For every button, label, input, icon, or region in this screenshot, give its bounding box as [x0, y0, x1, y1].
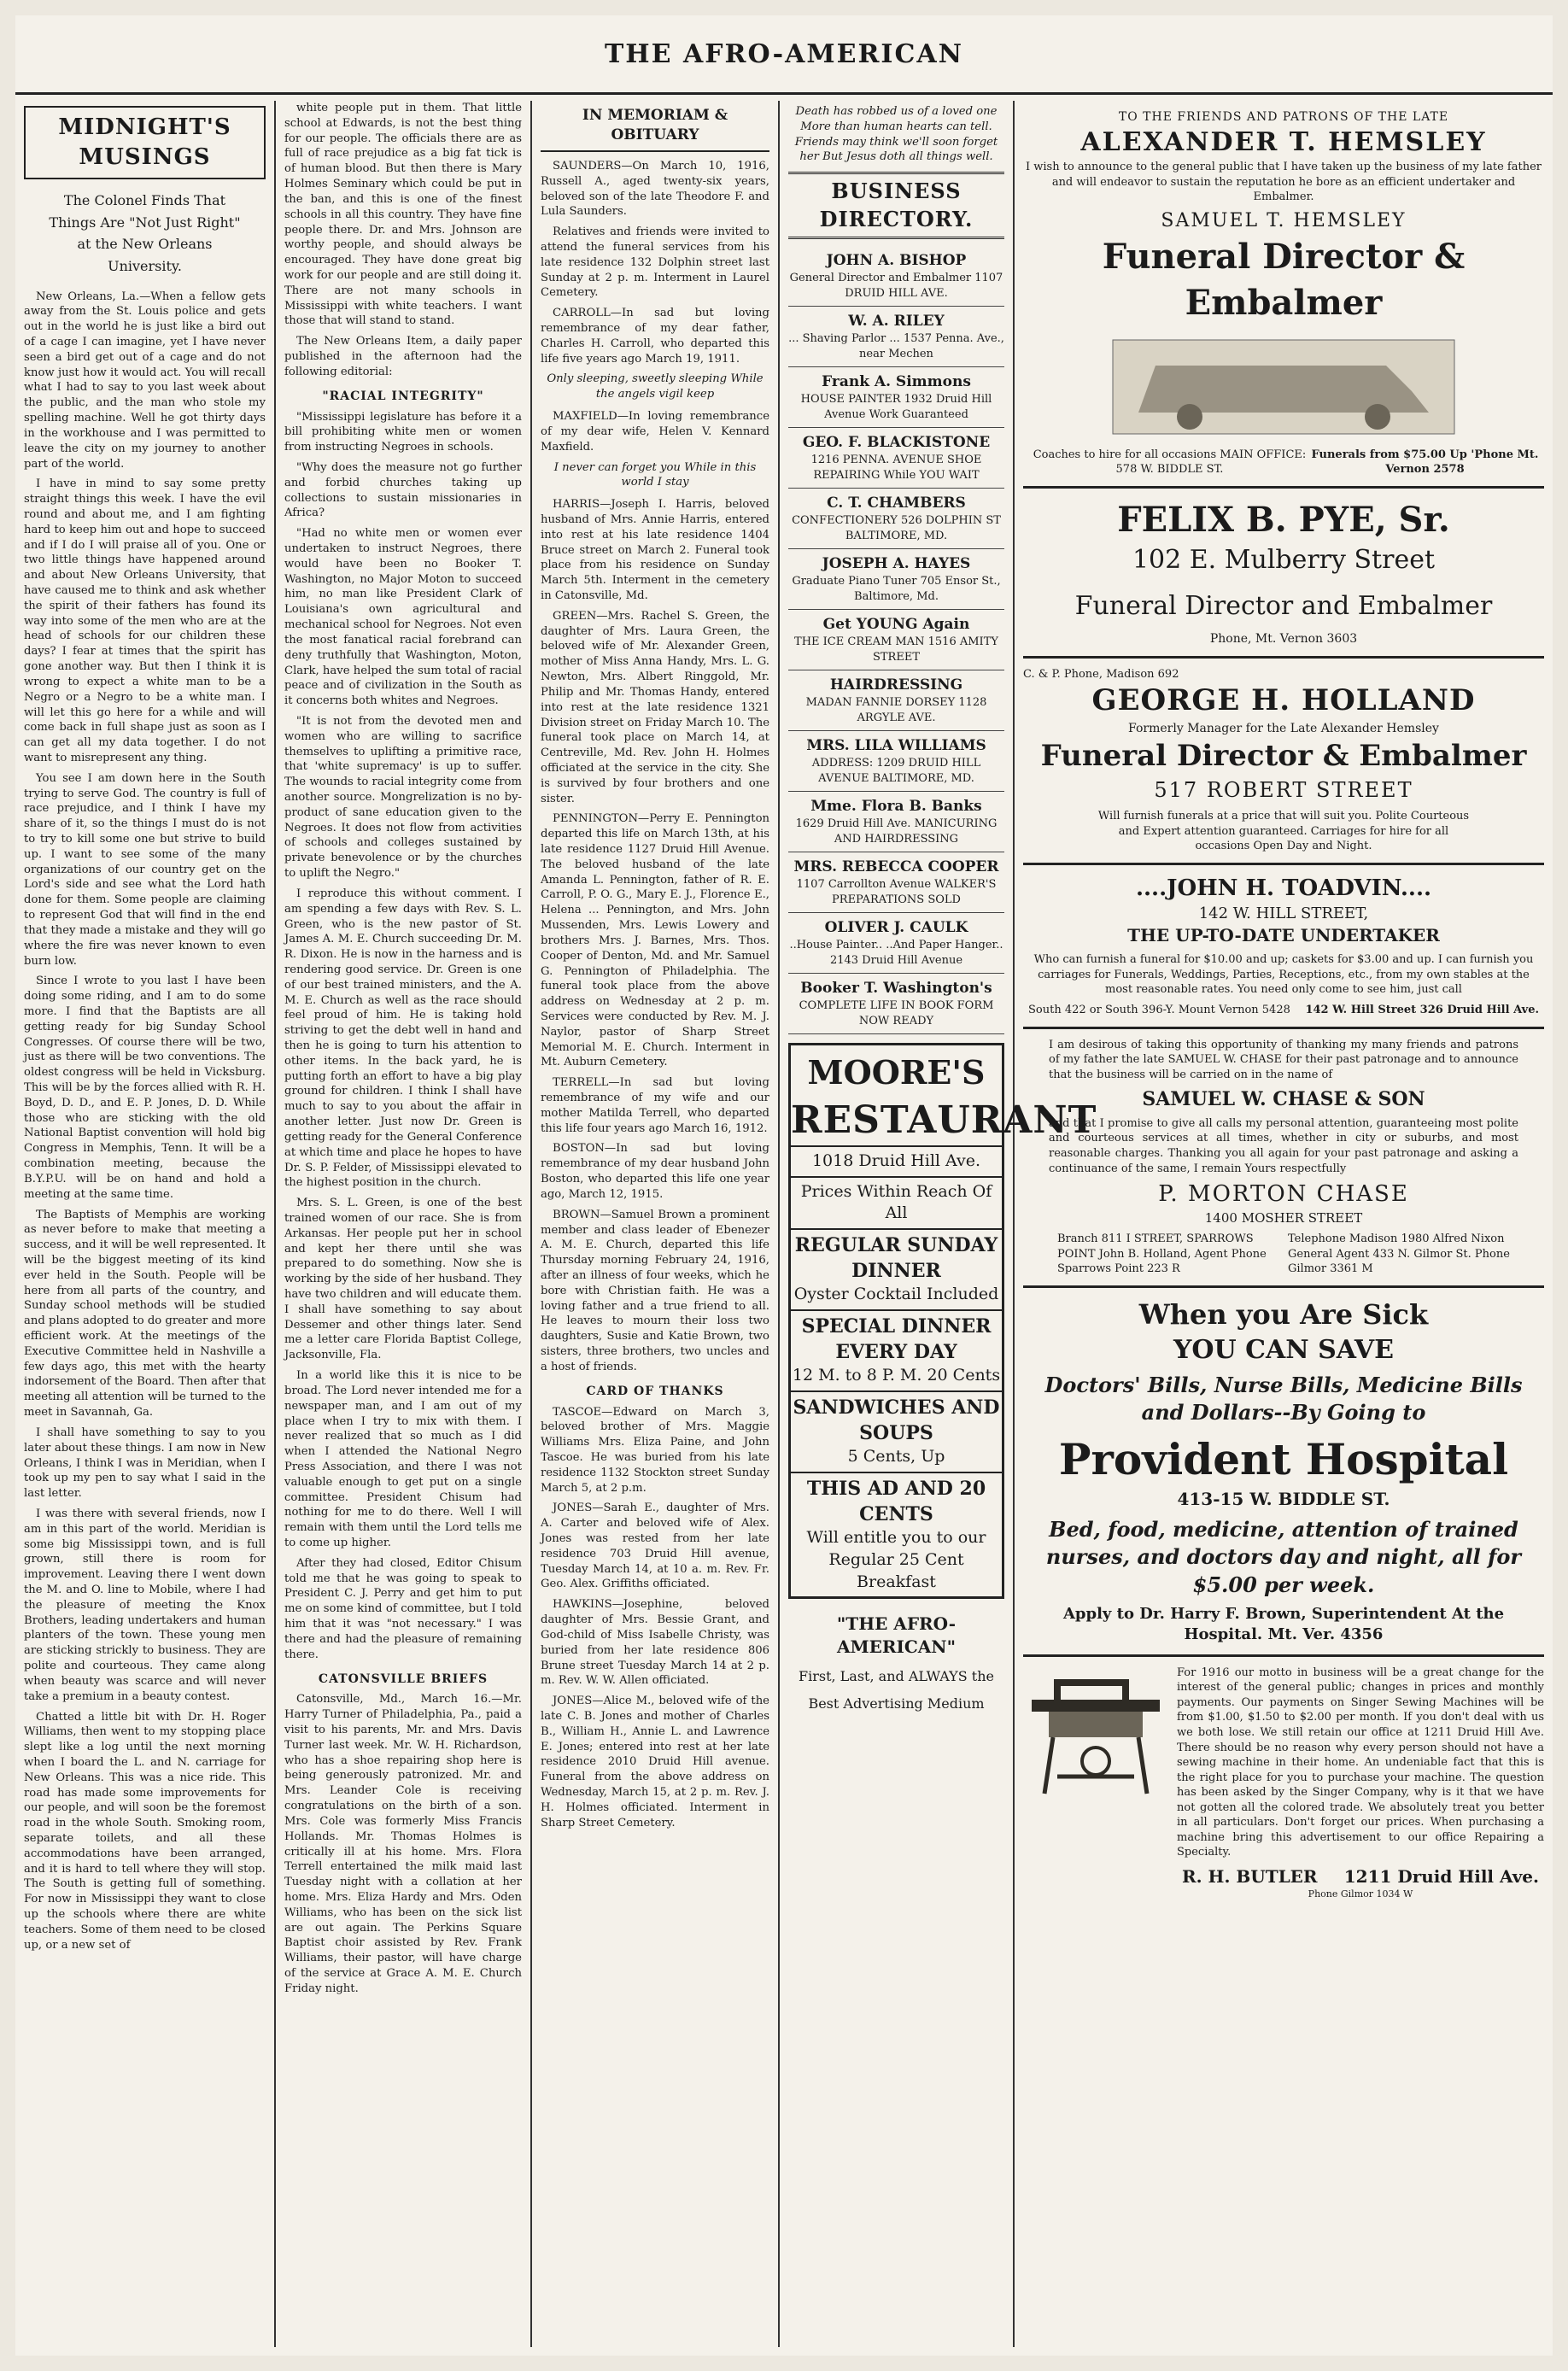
provident-ad: [1023, 1288, 1544, 1657]
hemsley-right: Funerals from $75.00 Up 'Phone Mt. Vernon 2578: [1311, 448, 1539, 477]
provident-text: Bed, food, medicine, attention of trained nurses, and doctors day and night, all for $5.00 per week.: [1045, 1517, 1522, 1597]
biz-listing: [788, 428, 1004, 489]
obituary-item: BROWN—Samuel Brown a prominent member and class leader of Ebenezer A. M. E. Church, departed this life Thursday morning February 24, 1916, after an illness of four weeks, which he bore with Christian faith. He was a loving father and a true friend to all. He leaves to mourn their loss two daughters, Susie and Katie Brown, two sisters, three brothers, two uncles and a host of friends.: [541, 1208, 769, 1373]
holland-name: GEORGE H. HOLLAND: [1091, 683, 1476, 718]
pye-name: FELIX B. PYE, Sr.: [1117, 499, 1450, 540]
moores-sandwiches: SANDWICHES AND SOUPS: [793, 1396, 1000, 1444]
biz-name: JOSEPH A. HAYES: [822, 555, 971, 573]
article-paragraph: In a world like this it is nice to be broad. The Lord never intended me for a newspaper man, and I am out of my place when I try to mix with them. I never realized that so much as I did when I attended the National Negro Press Association, and there I was not valuable enough to get put on a single committee. President Chisum had nothing for me to do there. Well I will remain with them until the Lord tells me to come up higher.: [284, 1369, 522, 1550]
article-paragraph: The New Orleans Item, a daily paper published in the afternoon had the following editorial:: [284, 335, 522, 378]
article-title: MIDNIGHT'S MUSINGS: [24, 106, 266, 179]
moores-restaurant-ad: [788, 1043, 1097, 1599]
chase-right: Telephone Madison 1980 Alfred Nixon General Agent 433 N. Gilmor St. Phone Gilmor 3361 M: [1288, 1232, 1510, 1276]
article-paragraph: The Baptists of Memphis are working as never before to make that meeting a success, and it will be well represented. It will be the biggest meeting of its kind ever held in the South. People will be here from all parts of the country, and Sunday school methods will be studied and plans adopted to do greater and more efficient work. At the meetings of the Executive Committee held in Nashville a few days ago, this met with the hearty indorsement of the Board. Then after that meeting all attention will be turned to the meet in Savannah, Ga.: [24, 1208, 266, 1420]
article-paragraph: I have in mind to say some pretty straight things this week. I have the evil round and about me, and I am fighting hard to keep him out and hope to succeed and if I do I will praise all of you. One or two little things have happened around and about New Orleans University, that have caused me to think and ask whether the spirit of their fathers has found its way into some of the men who are at the head of schools for our children these days? I fear at times that the spirit has gone another way. But then I think it is wrong to expect a white man to be a Negro or a Negro to be a white man. I will let this go here for a while and will come back in full shape just as soon as I can get all my data together. I do not want to misrepresent any thing.: [24, 477, 266, 764]
toadvin-name: ....JOHN H. TOADVIN....: [1135, 875, 1432, 901]
poem: Death has robbed us of a loved one More than human hearts can tell. Friends may think we'll soon forget her But Jesus doth all things well.: [794, 105, 998, 164]
biz-listing: [788, 246, 1004, 307]
biz-listing: [788, 307, 1004, 367]
toadvin-right: 142 W. Hill Street 326 Druid Hill Ave.: [1305, 1003, 1539, 1016]
moores-sunday-detail: Oyster Cocktail Included: [793, 1285, 999, 1304]
biz-listing: [788, 367, 1004, 428]
holland-address: 517 ROBERT STREET: [1154, 777, 1413, 802]
biz-name: GEO. F. BLACKISTONE: [802, 434, 991, 452]
article-paragraph: I shall have something to say to you later about these things. I am now in New Orleans, I think I was in Meridian, when I took up my pen to say what I said in the last letter.: [24, 1426, 266, 1501]
obituary-item: GREEN—Mrs. Rachel S. Green, the daughter of Mrs. Laura Green, the beloved wife of Mr. Alexander Green, mother of Miss Anna Handy, Mrs. L. G. Newton, Mrs. Albert Ringgold, Mr. Philip and Mr. Thomas Handy, entered into rest at the late residence 1321 Division street on Friday March 10. The funeral took place on March 14, at Centreville, Md. Rev. John H. Holmes officiated at the service in the city. She is survived by four brothers and one sister.: [541, 609, 769, 805]
pye-address: 102 E. Mulberry Street: [1132, 544, 1436, 575]
provident-line1: When you Are Sick: [1138, 1298, 1429, 1332]
biz-detail: ..House Painter.. ..And Paper Hanger.. 2143 Druid Hill Avenue: [789, 939, 1003, 967]
column-midnight-musings: [15, 101, 276, 2347]
biz-detail: 1216 PENNA. AVENUE SHOE REPAIRING While YOU WAIT: [810, 454, 982, 482]
article-paragraph: "Mississippi legislature has before it a bill prohibiting white men or women from instructing Negroes in schools.: [284, 410, 522, 454]
provident-line2: YOU CAN SAVE: [1173, 1335, 1395, 1366]
pye-title: Funeral Director and Embalmer: [1074, 591, 1493, 622]
biz-name: OLIVER J. CAULK: [824, 919, 968, 937]
biz-listing: [788, 670, 1004, 731]
obituary-item: Relatives and friends were invited to attend the funeral services from his late residence 132 Dolphin street last Sunday at 2 p. m. Interment in Laurel Cemetery.: [541, 225, 769, 300]
biz-detail: General Director and Embalmer 1107 DRUID HILL AVE.: [789, 271, 1003, 300]
chase-text: I am desirous of taking this opportunity of thanking my many friends and patrons of my father the late SAMUEL W. CHASE for their past patronage and to announce that the business will be carried on in the name of: [1049, 1038, 1518, 1081]
biz-detail: COMPLETE LIFE IN BOOK FORM NOW READY: [799, 999, 994, 1027]
moores-special-detail: 12 M. to 8 P. M. 20 Cents: [792, 1366, 1001, 1385]
moores-title: MOORE'S: [807, 1053, 986, 1092]
obituary-item: CARROLL—In sad but loving remembrance of my dear father, Charles H. Carroll, who departed this life five years ago March 19, 1911.: [541, 307, 769, 366]
article-paragraph: You see I am down here in the South trying to serve God. The country is full of race prejudice, and I think I have my share of it, so the things I must do is not to try to kill some one but strive to build up. I want to see some of the many organizations of our country get on the Lord's side and see what the Lord hath done for them. Some people are claiming to represent God that will find in the end that they made a mistake and they will go where the fire was never known to even burn low.: [24, 771, 266, 968]
chase-ad: [1023, 1029, 1544, 1289]
obituary-item: JONES—Sarah E., daughter of Mrs. A. Carter and beloved wife of Alex. Jones was rested from her late residence 703 Druid Hill avenue, Tuesday March 14, at 10 a. m. Rev. Fr. Geo. Alex. Griffiths officiated.: [541, 1502, 769, 1591]
biz-detail: MADAN FANNIE DORSEY 1128 ARGYLE AVE.: [805, 696, 987, 724]
biz-listing: [788, 489, 1004, 549]
biz-name: HAIRDRESSING: [829, 676, 963, 694]
biz-name: JOHN A. BISHOP: [826, 252, 967, 270]
biz-detail: Graduate Piano Tuner 705 Ensor St., Baltimore, Md.: [792, 575, 1001, 603]
provident-apply: Apply to Dr. Harry F. Brown, Superintendent At the Hospital. Mt. Ver. 4356: [1062, 1605, 1505, 1644]
poem: Only sleeping, sweetly sleeping While the angels vigil keep: [547, 372, 764, 401]
editorial-title: "RACIAL INTEGRITY": [322, 389, 484, 403]
provident-address: 413-15 W. BIDDLE ST.: [1177, 1489, 1390, 1509]
biz-listing: [788, 913, 1004, 974]
hemsley-text: I wish to announce to the general public that I have taken up the business of my late father and will endeavor to sustain the reputation he bore as an efficient undertaker and Embalmer.: [1026, 161, 1542, 204]
butler-name: R. H. BUTLER: [1182, 1865, 1318, 1887]
toadvin-ad: [1023, 865, 1544, 1029]
masthead-title: THE AFRO-AMERICAN: [604, 38, 964, 69]
article-paragraph: Since I wrote to you last I have been doing some riding, and I am to do some more. I find that the Baptists are all getting ready for big Sunday School Congresses. Of course there will be two, just as there will be two conventions. The oldest congress will be held in Vicksburg. This will be by the forces allied with R. H. Boyd, D. D., and E. P. Jones, D. D. While those who are sticking with the old National Baptist convention will hold big Congress in Memphis, Tenn. It will be a combination meeting, because the B.Y.P.U. will be on hand and hold a meeting at the same time.: [24, 975, 266, 1201]
chase-address: 1400 MOSHER STREET: [1204, 1210, 1363, 1226]
biz-name: Booker T. Washington's: [800, 980, 992, 998]
obituary-item: MAXFIELD—In loving remembrance of my dear wife, Helen V. Kennard Maxfield.: [541, 410, 769, 454]
sewing-machine-icon: [1023, 1666, 1168, 1802]
afro-footer-title: "THE AFRO-AMERICAN": [836, 1613, 957, 1658]
butler-ad: [1023, 1657, 1544, 1910]
column-continued: [276, 101, 532, 2347]
article-paragraph: Mrs. S. L. Green, is one of the best trained women of our race. She is from Arkansas. Her people put her in school and kept her there until she was prepared to do something. Now she is working by the side of her husband. They have two children and will educate them. I shall have something to say about Dessemer and other things later. Send me a letter care Florida Baptist College, Jacksonville, Fla.: [284, 1197, 522, 1362]
catonsville-title: CATONSVILLE BRIEFS: [318, 1671, 489, 1686]
moores-coupon: THIS AD AND 20 CENTS: [806, 1478, 986, 1525]
biz-name: W. A. RILEY: [848, 313, 945, 331]
toadvin-address: 142 W. HILL STREET,: [1198, 904, 1369, 923]
moores-address: 1018 Druid Hill Ave.: [791, 1145, 1002, 1176]
toadvin-text: Who can furnish a funeral for $10.00 and up; caskets for $3.00 and up. I can furnish you carriages for Funerals, Weddings, Parties, Receptions, etc., from my own stables at the most reasonable rates. You need only come to see him, just call: [1033, 953, 1534, 997]
article-paragraph: "Had no white men or women ever undertaken to instruct Negroes, there would have been no Booker T. Washington, no Major Moton to succeed him, no man like President Clark of Louisiana's own agricultural and mechanical school for Negroes. Not even the most fanatical racial forebrand can deny truthfully that Washington, Moton, Clark, have helped the sum total of racial peace and of civilization in the South as it concerns both whites and Negroes.: [284, 527, 522, 708]
biz-detail: ... Shaving Parlor ... 1537 Penna. Ave., near Mechen: [788, 332, 1004, 360]
biz-listing: [788, 610, 1004, 670]
obituary-item: HAWKINS—Josephine, beloved daughter of Mrs. Bessie Grant, and God-child of Miss Isabelle Christy, was buried from her late residence 806 Brune street Tuesday March 14 at 2 p. m. Rev. W. W. Allen officiated.: [541, 1598, 769, 1688]
biz-name: MRS. LILA WILLIAMS: [806, 737, 986, 755]
hemsley-left: Coaches to hire for all occasions MAIN OFFICE: 578 W. BIDDLE ST.: [1033, 448, 1307, 477]
chase-left: Branch 811 I STREET, SPARROWS POINT John B. Holland, Agent Phone Sparrows Point 223 R: [1057, 1232, 1267, 1276]
biz-listing: [788, 792, 1004, 852]
butler-address: 1211 Druid Hill Ave.: [1343, 1865, 1539, 1887]
chase-signature: P. MORTON CHASE: [1158, 1181, 1409, 1208]
hemsley-name: ALEXANDER T. HEMSLEY: [1080, 126, 1487, 157]
article-paragraph: Chatted a little bit with Dr. H. Roger Williams, then went to my stopping place slept like a log until the next morning when I board the L. and N. carriage for New Orleans. This was a nice ride. This road has made some improvements for our people, and will soon be the foremost road in the whole South. Smoking room, separate toilets, and all these accommodations have been arranged, and it is hard to tell where they will stop. The South is getting full of something. For now in Mississippi they want to close up the schools where there are white teachers. Some of them need to be closed up, or a new set of: [24, 1710, 266, 1952]
biz-detail: 1629 Druid Hill Ave. MANICURING AND HAIRDRESSING: [795, 817, 998, 846]
biz-listing: [788, 549, 1004, 610]
biz-detail: HOUSE PAINTER 1932 Druid Hill Avenue Work Guaranteed: [800, 393, 992, 421]
provident-line3: Doctors' Bills, Nurse Bills, Medicine Bills and Dollars--By Going to: [1044, 1372, 1523, 1426]
column-ads: [1015, 101, 1553, 2347]
article-paragraph: "Why does the measure not go further and forbid churches taking up collections to sustain missionaries in Africa?: [284, 460, 522, 520]
pye-ad: [1023, 489, 1544, 659]
article-paragraph: white people put in them. That little school at Edwards, is not the best thing for our people. The officials there are as full of race prejudice as a big fat tick is of human blood. But then there is Mary Holmes Seminary which could be put in the ban, and this is one of the finest schools in all this country. They have fine people there. Dr. and Mrs. Johnson are worthy people, and should always be encouraged. They have done great big work for our people and are still doing it. There are not many schools in Mississippi with white teachers. I want those that will stand to stand.: [284, 102, 522, 328]
biz-detail: CONFECTIONERY 526 DOLPHIN ST BALTIMORE, MD.: [792, 514, 1001, 542]
moores-coupon-detail: Will entitle you to our Regular 25 Cent Breakfast: [806, 1528, 986, 1591]
column-obituaries: [532, 101, 780, 2347]
holland-ad: [1023, 659, 1544, 865]
holland-text: Will furnish funerals at a price that will suit you. Polite Courteous and Expert attention guaranteed. Carriages for hire for all occasions Open Day and Night.: [1097, 810, 1470, 853]
article-paragraph: I reproduce this without comment. I am spending a few days with Rev. S. L. Green, who is the new pastor of St. James A. M. E. Church succeeding Dr. M. R. Dixon. He is now in the harness and is rendering good service. Dr. Green is one of our best trained ministers, and the A. M. E. Church as well as the race should feel proud of him. He is taking hold striving to get the debt well in hand and then he is going to turn his attention to other items. In the back yard, he is putting forth an effort to have a big play ground for children. I think I shall have much to say to you about the affair in another letter. Just now Dr. Green is getting ready for the General Conference at which time and place he hopes to have Dr. S. P. Felder, of Mississippi elevated to the highest position in the church.: [284, 887, 522, 1190]
article-paragraph: After they had closed, Editor Chisum told me that he was going to speak to President C. J. Perry and get him to put me on some kind of committee, but I told him that it was "not necessary." I was there and had the pleasure of remaining there.: [284, 1556, 522, 1661]
obituary-item: TASCOE—Edward on March 3, beloved brother of Mrs. Maggie Williams Mrs. Eliza Paine, and John Tascoe. He was buried from his late residence 1132 Stockton street Sunday March 5, at 2 p.m.: [541, 1405, 769, 1495]
biz-listing: [788, 731, 1004, 792]
biz-listing: [788, 852, 1004, 913]
card-of-thanks: CARD OF THANKS: [586, 1384, 724, 1398]
hemsley-signature: SAMUEL T. HEMSLEY: [1161, 210, 1407, 232]
biz-detail: ADDRESS: 1209 DRUID HILL AVENUE BALTIMORE, MD.: [811, 757, 981, 785]
obituary-item: HARRIS—Joseph I. Harris, beloved husband of Mrs. Annie Harris, entered into rest at his late residence 1404 Bruce street on March 2. Funeral took place from his residence on Sunday March 5th. Interment in the cemetery in Catonsville, Md.: [541, 498, 769, 602]
article-paragraph: "It is not from the devoted men and women who are willing to sacrifice themselves to uplifting a primitive race, that 'white supremacy' is up to suffer. The wounds to racial integrity come from another source. Mongrelization is no by-product of sane education given to the Negroes. It does not flow from activities of schools and colleges sustained by private benevolence or by the churches to uplift the Negro.": [284, 714, 522, 881]
obituary-item: BOSTON—In sad but loving remembrance of my dear husband John Boston, who departed this life one year ago, March 12, 1915.: [541, 1142, 769, 1201]
biz-listing: [788, 974, 1004, 1034]
biz-name: Frank A. Simmons: [822, 373, 971, 391]
biz-name: MRS. REBECCA COOPER: [793, 858, 999, 876]
moores-sandwiches-detail: 5 Cents, Up: [847, 1447, 945, 1467]
provident-name: Provident Hospital: [1058, 1433, 1509, 1484]
moores-special: SPECIAL DINNER EVERY DAY: [801, 1315, 992, 1363]
moores-subtitle: RESTAURANT: [791, 1098, 1097, 1142]
afro-footer-line2: Best Advertising Medium: [808, 1695, 985, 1712]
obituary-item: JONES—Alice M., beloved wife of the late C. B. Jones and mother of Charles B., William H., Annie L. and Lawrence E. Jones; entered into rest at her late residence 2010 Druid Hill avenue. Funeral from the above address on Wednesday, March 15, at 2 p. m. Rev. J. H. Holmes officiated. Interment in Sharp Street Cemetery.: [541, 1695, 769, 1829]
article-subhead: The Colonel Finds That Things Are "Not Just Right" at the New Orleans University.: [49, 192, 241, 274]
directory-title: BUSINESS DIRECTORY.: [788, 172, 1004, 239]
article-paragraph: New Orleans, La.—When a fellow gets away from the St. Louis police and gets out in the world he is just like a bird out of a cage I can imagine, yet I have never seen a bird get out of a cage and do not know just how it would act. You will recall what I had to say to you last week about the public, and the man who stole my spelling machine. Well he got thirty days in the workhouse and I was permitted to leave the city on my journey to another part of the world.: [24, 290, 266, 471]
biz-detail: 1107 Carrollton Avenue WALKER'S PREPARATIONS SOLD: [796, 878, 997, 906]
moores-prices: Prices Within Reach Of All: [791, 1176, 1002, 1228]
afro-footer-line: First, Last, and ALWAYS the: [799, 1668, 994, 1685]
hemsley-header: TO THE FRIENDS AND PATRONS OF THE LATE: [1118, 110, 1449, 124]
newspaper-page: [15, 15, 1553, 2356]
masthead: [15, 15, 1553, 95]
chase-name: SAMUEL W. CHASE & SON: [1142, 1088, 1425, 1111]
biz-name: Mme. Flora B. Banks: [810, 798, 982, 816]
poem: I never can forget you While in this world I stay: [553, 460, 757, 489]
hearse-carriage-icon: [1104, 331, 1463, 442]
column-business-directory: [780, 101, 1097, 2347]
toadvin-title: THE UP-TO-DATE UNDERTAKER: [1127, 925, 1440, 946]
toadvin-left: South 422 or South 396-Y. Mount Vernon 5428: [1028, 1003, 1290, 1016]
hemsley-ad: [1023, 101, 1544, 489]
moores-sunday: REGULAR SUNDAY DINNER: [794, 1234, 998, 1282]
chase-text2: and that I promise to give all calls my personal attention, guaranteeing most polite and courteous services at all times, whether in city or suburbs, and most reasonable charges. Thanking you all again for your past patronage and asking a continuance of the same, I remain Yours respectfully: [1049, 1116, 1518, 1175]
biz-name: Get YOUNG Again: [822, 616, 970, 634]
butler-text: For 1916 our motto in business will be a great change for the interest of the general public; changes in prices and monthly payments. Our payments on Singer Sewing Machines will be from $1.00, $1.50 to $2.00 per month. If you don't deal with us we both lose. We still retain our office at 1211 Druid Hill Ave. There should be no reason why every person should not have a sewing machine in their home. An undeniable fact that this is the right place for you to purchase your machine. The question has been asked by the Singer Company, why is it that we have not gotten all the colored trade. We absolutely treat you better in all particulars. Don't forget our prices. When purchasing a machine bring this advertisement to our office Repairing a Specialty.: [1177, 1666, 1544, 1859]
holland-phone: C. & P. Phone, Madison 692: [1023, 667, 1179, 681]
obituary-item: SAUNDERS—On March 10, 1916, Russell A., aged twenty-six years, beloved son of the late Theodore F. and Lula Saunders.: [541, 159, 769, 219]
obituary-title: IN MEMORIAM & OBITUARY: [541, 101, 769, 152]
holland-title: Funeral Director & Embalmer: [1040, 739, 1527, 774]
biz-name: C. T. CHAMBERS: [827, 495, 966, 512]
article-paragraph: Catonsville, Md., March 16.—Mr. Harry Turner of Philadelphia, Pa., paid a visit to his parents, Mr. and Mrs. Davis Turner last week. Mr. W. H. Richardson, who has a shoe repairing shop here is being generously patronized. Mr. and Mrs. Leander Cole is receiving congratulations on the birth of a son. Mrs. Cole was formerly Miss Francis Hollands. Mr. Thomas Holmes is critically ill at his home. Mrs. Flora Terrell entertained the milk maid last Tuesday night with a collation at her home. Mrs. Eliza Hardy and Mrs. Oden Williams, who has been on the sick list are out again. The Perkins Square Baptist choir assisted by Rev. Frank Williams, their pastor, will have charge of the service at Grace A. M. E. Church Friday night.: [284, 1693, 522, 1995]
obituary-item: TERRELL—In sad but loving remembrance of my wife and our mother Matilda Terrell, who departed this life four years ago March 16, 1912.: [541, 1076, 769, 1135]
hemsley-title: Funeral Director & Embalmer: [1102, 236, 1466, 323]
butler-phone: Phone Gilmor 1034 W: [1308, 1888, 1413, 1900]
biz-detail: THE ICE CREAM MAN 1516 AMITY STREET: [794, 635, 998, 664]
holland-subtitle: Formerly Manager for the Late Alexander Hemsley: [1128, 722, 1439, 736]
pye-phone: Phone, Mt. Vernon 3603: [1209, 631, 1358, 646]
article-paragraph: I was there with several friends, now I am in this part of the world. Meridian is some big Mississippi town, and is full grown, still there is room for improvement. Leaving there I went down the M. and O. line to Mobile, where I had the pleasure of meeting the Knox Brothers, leading undertakers and human planters of the town. These young men are sticking strickly to business. They are polite and courteous. They came along when beauty was scarce and will never take a premium in a beauty contest.: [24, 1507, 266, 1703]
obituary-item: PENNINGTON—Perry E. Pennington departed this life on March 13th, at his late residence 1127 Druid Hill Avenue. The beloved husband of the late Amanda L. Pennington, father of R. E. Carroll, P. O. G., Mary E. J., Florence E., Helena ... Pennington, and Mrs. John Mussenden, Mrs. Lewis Lowery and brothers Mrs. J. Barnes, Mrs. Thos. Cooper of Denton, Md. and Mr. Samuel G. Pennington of Philadelphia. The funeral took place from the above address on Wednesday at 2 p. m. Services were conducted by Rev. M. J. Naylor, pastor of Sharp Street Memorial M. E. Church. Interment in Mt. Auburn Cemetery.: [541, 812, 769, 1069]
